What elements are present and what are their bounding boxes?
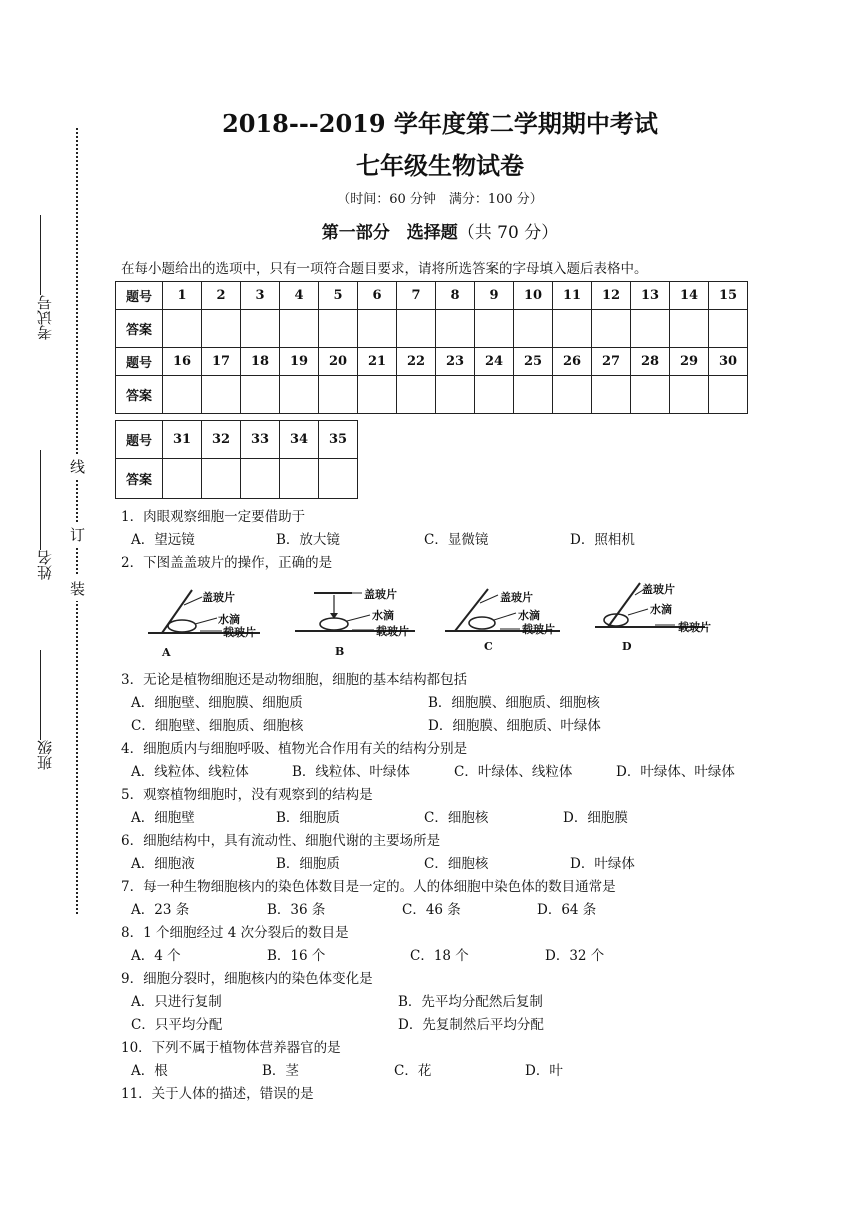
exam-title: 2018---2019 学年度第二学期期中考试 [222,109,658,138]
answer-cell[interactable] [241,310,280,348]
question-number: 5 [319,282,358,310]
answer-cell[interactable] [163,376,202,414]
answer-cell[interactable] [475,376,514,414]
name-underline[interactable] [41,450,42,550]
question-number: 4 [280,282,319,310]
option-d[interactable]: D．照相机 [570,532,635,548]
question-number: 31 [163,421,202,459]
option-c[interactable]: C．18 个 [410,948,469,964]
binding-dotted-line [76,128,78,914]
exam-number-label: 考试号 [36,295,54,340]
option-a[interactable]: A．线粒体、线粒体 [131,764,249,780]
label-slide-a: 载玻片 [223,626,256,639]
option-a[interactable]: A．细胞壁、细胞膜、细胞质 [131,695,303,711]
option-d[interactable]: D．细胞膜、细胞质、叶绿体 [428,718,601,734]
question-number: 9 [475,282,514,310]
question-5: 5．观察植物细胞时，没有观察到的结构是 [121,787,373,803]
question-8: 8．1 个细胞经过 4 次分裂后的数目是 [121,925,349,941]
question-number: 1 [163,282,202,310]
answer-cell[interactable] [436,310,475,348]
question-number: 23 [436,348,475,376]
option-a[interactable]: A．4 个 [131,948,181,964]
answer-cell[interactable] [163,459,202,499]
option-b[interactable]: B．细胞质 [276,810,340,826]
answer-table-1 [115,281,748,414]
answer-cell[interactable] [670,310,709,348]
name-label: 姓名 [36,550,54,580]
answer-cell[interactable] [631,376,670,414]
option-c[interactable]: C．只平均分配 [131,1017,223,1033]
exam-number-underline[interactable] [41,215,42,295]
label-water-c: 水滴 [518,609,540,622]
question-11: 11．关于人体的描述，错误的是 [121,1086,314,1102]
section-heading-bold: 第一部分 选择题 [321,223,458,243]
question-number: 20 [319,348,358,376]
answer-cell[interactable] [319,310,358,348]
exam-time-note: （时间：60 分钟 满分：100 分） [337,192,543,207]
answer-cell[interactable] [709,376,748,414]
question-number: 21 [358,348,397,376]
option-b[interactable]: B．16 个 [267,948,326,964]
option-c[interactable]: C．显微镜 [424,532,489,548]
question-9: 9．细胞分裂时，细胞核内的染色体变化是 [121,971,373,987]
option-c[interactable]: C．叶绿体、线粒体 [454,764,573,780]
question-number: 35 [319,421,358,459]
binding-mark-staple: 订 [70,522,85,547]
option-d[interactable]: D．叶 [525,1063,563,1079]
option-d[interactable]: D．细胞膜 [563,810,628,826]
answer-cell[interactable] [592,310,631,348]
question-number: 18 [241,348,280,376]
answer-cell[interactable] [319,459,358,499]
answer-table-2 [115,420,358,499]
question-number: 29 [670,348,709,376]
label-d: D [622,640,632,653]
question-number: 11 [553,282,592,310]
option-a[interactable]: A．望远镜 [131,532,195,548]
option-b[interactable]: B．36 条 [267,902,326,918]
option-c[interactable]: C．细胞核 [424,856,489,872]
option-b[interactable]: B．细胞膜、细胞质、细胞核 [428,695,600,711]
option-b[interactable]: B．放大镜 [276,532,340,548]
answer-cell[interactable] [670,376,709,414]
answer-cell[interactable] [280,459,319,499]
option-d[interactable]: D．64 条 [537,902,597,918]
answer-cell[interactable] [202,310,241,348]
class-underline[interactable] [41,650,42,740]
class-field [34,640,55,770]
question-number: 14 [670,282,709,310]
question-number: 7 [397,282,436,310]
question-3: 3．无论是植物细胞还是动物细胞，细胞的基本结构都包括 [121,672,468,688]
label-slide-c: 载玻片 [522,623,555,636]
label-water-a: 水滴 [218,613,240,626]
question-2: 2．下图盖盖玻片的操作，正确的是 [121,555,333,571]
question-number: 10 [514,282,553,310]
label-b: B [335,645,345,658]
option-b[interactable]: B．细胞质 [276,856,340,872]
question-number: 12 [592,282,631,310]
label-coverslip-b: 盖玻片 [364,588,397,601]
question-1: 1．肉眼观察细胞一定要借助于 [121,509,306,525]
option-c[interactable]: C．细胞核 [424,810,489,826]
option-c[interactable]: C．细胞壁、细胞质、细胞核 [131,718,304,734]
question-number: 17 [202,348,241,376]
exam-subtitle: 七年级生物试卷 [356,151,524,180]
table-label-answer: 答案 [116,376,163,414]
answer-cell[interactable] [592,376,631,414]
question-number: 32 [202,421,241,459]
section-heading-score: （共 70 分） [457,223,559,243]
option-b[interactable]: B．先平均分配然后复制 [398,994,543,1010]
question-number: 13 [631,282,670,310]
table-label-question: 题号 [116,282,163,310]
option-c[interactable]: C．46 条 [402,902,461,918]
question-number: 3 [241,282,280,310]
option-d[interactable]: D．先复制然后平均分配 [398,1017,544,1033]
table-label-answer: 答案 [116,459,163,499]
question-number: 15 [709,282,748,310]
answer-cell[interactable] [358,310,397,348]
label-coverslip-a: 盖玻片 [202,591,235,604]
answer-cell[interactable] [553,310,592,348]
label-a: A [162,646,171,659]
answer-cell[interactable] [202,376,241,414]
table-label-question: 题号 [116,348,163,376]
name-field [34,430,55,580]
answer-cell[interactable] [514,310,553,348]
table-label-answer: 答案 [116,310,163,348]
question-number: 26 [553,348,592,376]
question-number: 33 [241,421,280,459]
label-slide-d: 载玻片 [678,621,711,634]
label-water-d: 水滴 [650,603,672,616]
question-number: 24 [475,348,514,376]
binding-mark-bind: 装 [70,576,85,601]
option-d[interactable]: D．32 个 [545,948,605,964]
option-d[interactable]: D．叶绿体 [570,856,635,872]
answer-cell[interactable] [280,376,319,414]
answer-cell[interactable] [163,310,202,348]
answer-cell[interactable] [514,376,553,414]
option-a[interactable]: A．根 [131,1063,168,1079]
class-label: 班级 [36,740,54,770]
answer-cell[interactable] [202,459,241,499]
question-number: 34 [280,421,319,459]
question-6: 6．细胞结构中，具有流动性、细胞代谢的主要场所是 [121,833,441,849]
question-number: 27 [592,348,631,376]
label-coverslip-d: 盖玻片 [642,583,675,596]
question-number: 19 [280,348,319,376]
question-10: 10．下列不属于植物体营养器官的是 [121,1040,341,1056]
instruction-text: 在每小题给出的选项中，只有一项符合题目要求，请将所选答案的字母填入题后表格中。 [121,261,648,277]
question-4: 4．细胞质内与细胞呼吸、植物光合作用有关的结构分别是 [121,741,468,757]
option-d[interactable]: D．叶绿体、叶绿体 [616,764,735,780]
question-number: 6 [358,282,397,310]
option-a[interactable]: A．23 条 [131,902,190,918]
question-number: 8 [436,282,475,310]
question-7: 7．每一种生物细胞核内的染色体数目是一定的。人的体细胞中染色体的数目通常是 [121,879,616,895]
table-label-question: 题号 [116,421,163,459]
question-number: 25 [514,348,553,376]
answer-cell[interactable] [709,310,748,348]
answer-cell[interactable] [241,459,280,499]
answer-cell[interactable] [280,310,319,348]
binding-mark-line: 线 [70,454,85,479]
label-coverslip-c: 盖玻片 [500,591,533,604]
option-b[interactable]: B．茎 [262,1063,299,1079]
answer-cell[interactable] [475,310,514,348]
question-number: 30 [709,348,748,376]
question-number: 16 [163,348,202,376]
question-number: 2 [202,282,241,310]
answer-cell[interactable] [631,310,670,348]
option-a[interactable]: A．细胞壁 [131,810,195,826]
label-water-b: 水滴 [372,609,394,622]
label-slide-b: 载玻片 [376,625,409,638]
answer-cell[interactable] [436,376,475,414]
answer-cell[interactable] [319,376,358,414]
label-c: C [484,640,493,653]
option-a[interactable]: A．只进行复制 [131,994,222,1010]
answer-cell[interactable] [397,310,436,348]
option-b[interactable]: B．线粒体、叶绿体 [292,764,410,780]
answer-cell[interactable] [241,376,280,414]
section-heading [0,218,860,243]
question-number: 28 [631,348,670,376]
option-a[interactable]: A．细胞液 [131,856,195,872]
exam-number-field [34,200,55,340]
option-c[interactable]: C．花 [394,1063,432,1079]
question-number: 22 [397,348,436,376]
answer-cell[interactable] [358,376,397,414]
answer-cell[interactable] [397,376,436,414]
answer-cell[interactable] [553,376,592,414]
